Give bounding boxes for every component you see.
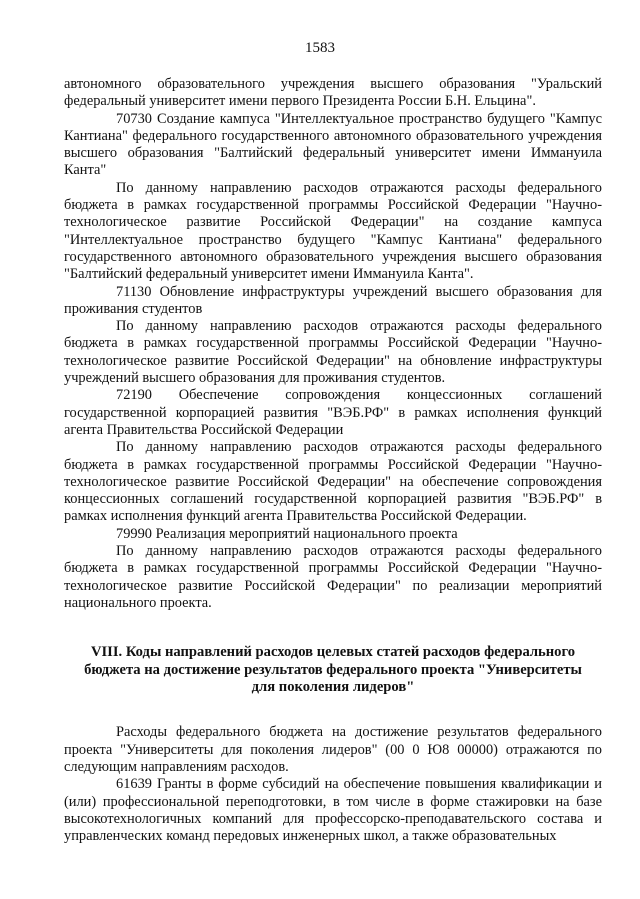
paragraph: автономного образовательного учреждения высшего образования "Уральский федеральный университет имени первого Президента России Б.Н. Ельцина". bbox=[64, 76, 602, 110]
paragraph: Расходы федерального бюджета на достижение результатов федерального проекта "Университеты для поколения лидеров" (00 0 Ю8 00000) отражаются по следующим направлениям расходов. bbox=[64, 724, 602, 776]
paragraph: По данному направлению расходов отражаются расходы федерального бюджета в рамках государственной программы Российской Федерации "Научно-технологическое развитие Российской Федерации" на создание кампуса "Интеллектуальное пространство будущего "Кампус Кантиана" федерального государственного автономного образовательного учреждения высшего образования "Балтийский федеральный университет имени Иммануила Канта". bbox=[64, 179, 602, 283]
paragraph-heading-61639: 61639 Гранты в форме субсидий на обеспечение повышения квалификации и (или) профессиональной переподготовки, в том числе в форме стажировки на базе высокотехнологичных компаний для профессорско-преподавательского состава и управленческих команд передовых инженерных школ, а также образовательных bbox=[64, 776, 602, 845]
section-heading bbox=[64, 644, 602, 696]
paragraph: По данному направлению расходов отражаются расходы федерального бюджета в рамках государственной программы Российской Федерации "Научно-технологическое развитие Российской Федерации" на обеспечение сопровождения концессионных соглашений государственной корпорацией развития "ВЭБ.РФ" в рамках исполнения функций агента Правительства Российской Федерации. bbox=[64, 439, 602, 525]
document-body bbox=[64, 76, 602, 846]
page-number: 1583 bbox=[305, 40, 335, 56]
section-heading-line: для поколения лидеров" bbox=[251, 679, 415, 696]
paragraph: По данному направлению расходов отражаются расходы федерального бюджета в рамках государственной программы Российской Федерации "Научно-технологическое развитие Российской Федерации" на обновление инфраструктуры учреждений высшего образования для проживания студентов. bbox=[64, 318, 602, 387]
paragraph: По данному направлению расходов отражаются расходы федерального бюджета в рамках государственной программы Российской Федерации "Научно-технологическое развитие Российской Федерации" по реализации мероприятий национального проекта. bbox=[64, 543, 602, 611]
paragraph-heading-71130: 71130 Обновление инфраструктуры учреждений высшего образования для проживания студентов bbox=[64, 283, 602, 317]
section-heading-line: VIII. Коды направлений расходов целевых статей расходов федерального bbox=[90, 644, 576, 661]
section-heading-line: бюджета на достижение результатов федерального проекта "Университеты bbox=[84, 661, 582, 678]
paragraph-heading-70730: 70730 Создание кампуса "Интеллектуальное пространство будущего "Кампус Кантиана" федерального государственного автономного образовательного учреждения высшего образования "Балтийский федеральный университет имени Иммануила Канта" bbox=[64, 110, 602, 179]
paragraph-heading-72190: 72190 Обеспечение сопровождения концессионных соглашений государственной корпорацией развития "ВЭБ.РФ" в рамках исполнения функций агента Правительства Российской Федерации bbox=[64, 387, 602, 438]
paragraph-heading-79990: 79990 Реализация мероприятий национального проекта bbox=[116, 525, 458, 542]
